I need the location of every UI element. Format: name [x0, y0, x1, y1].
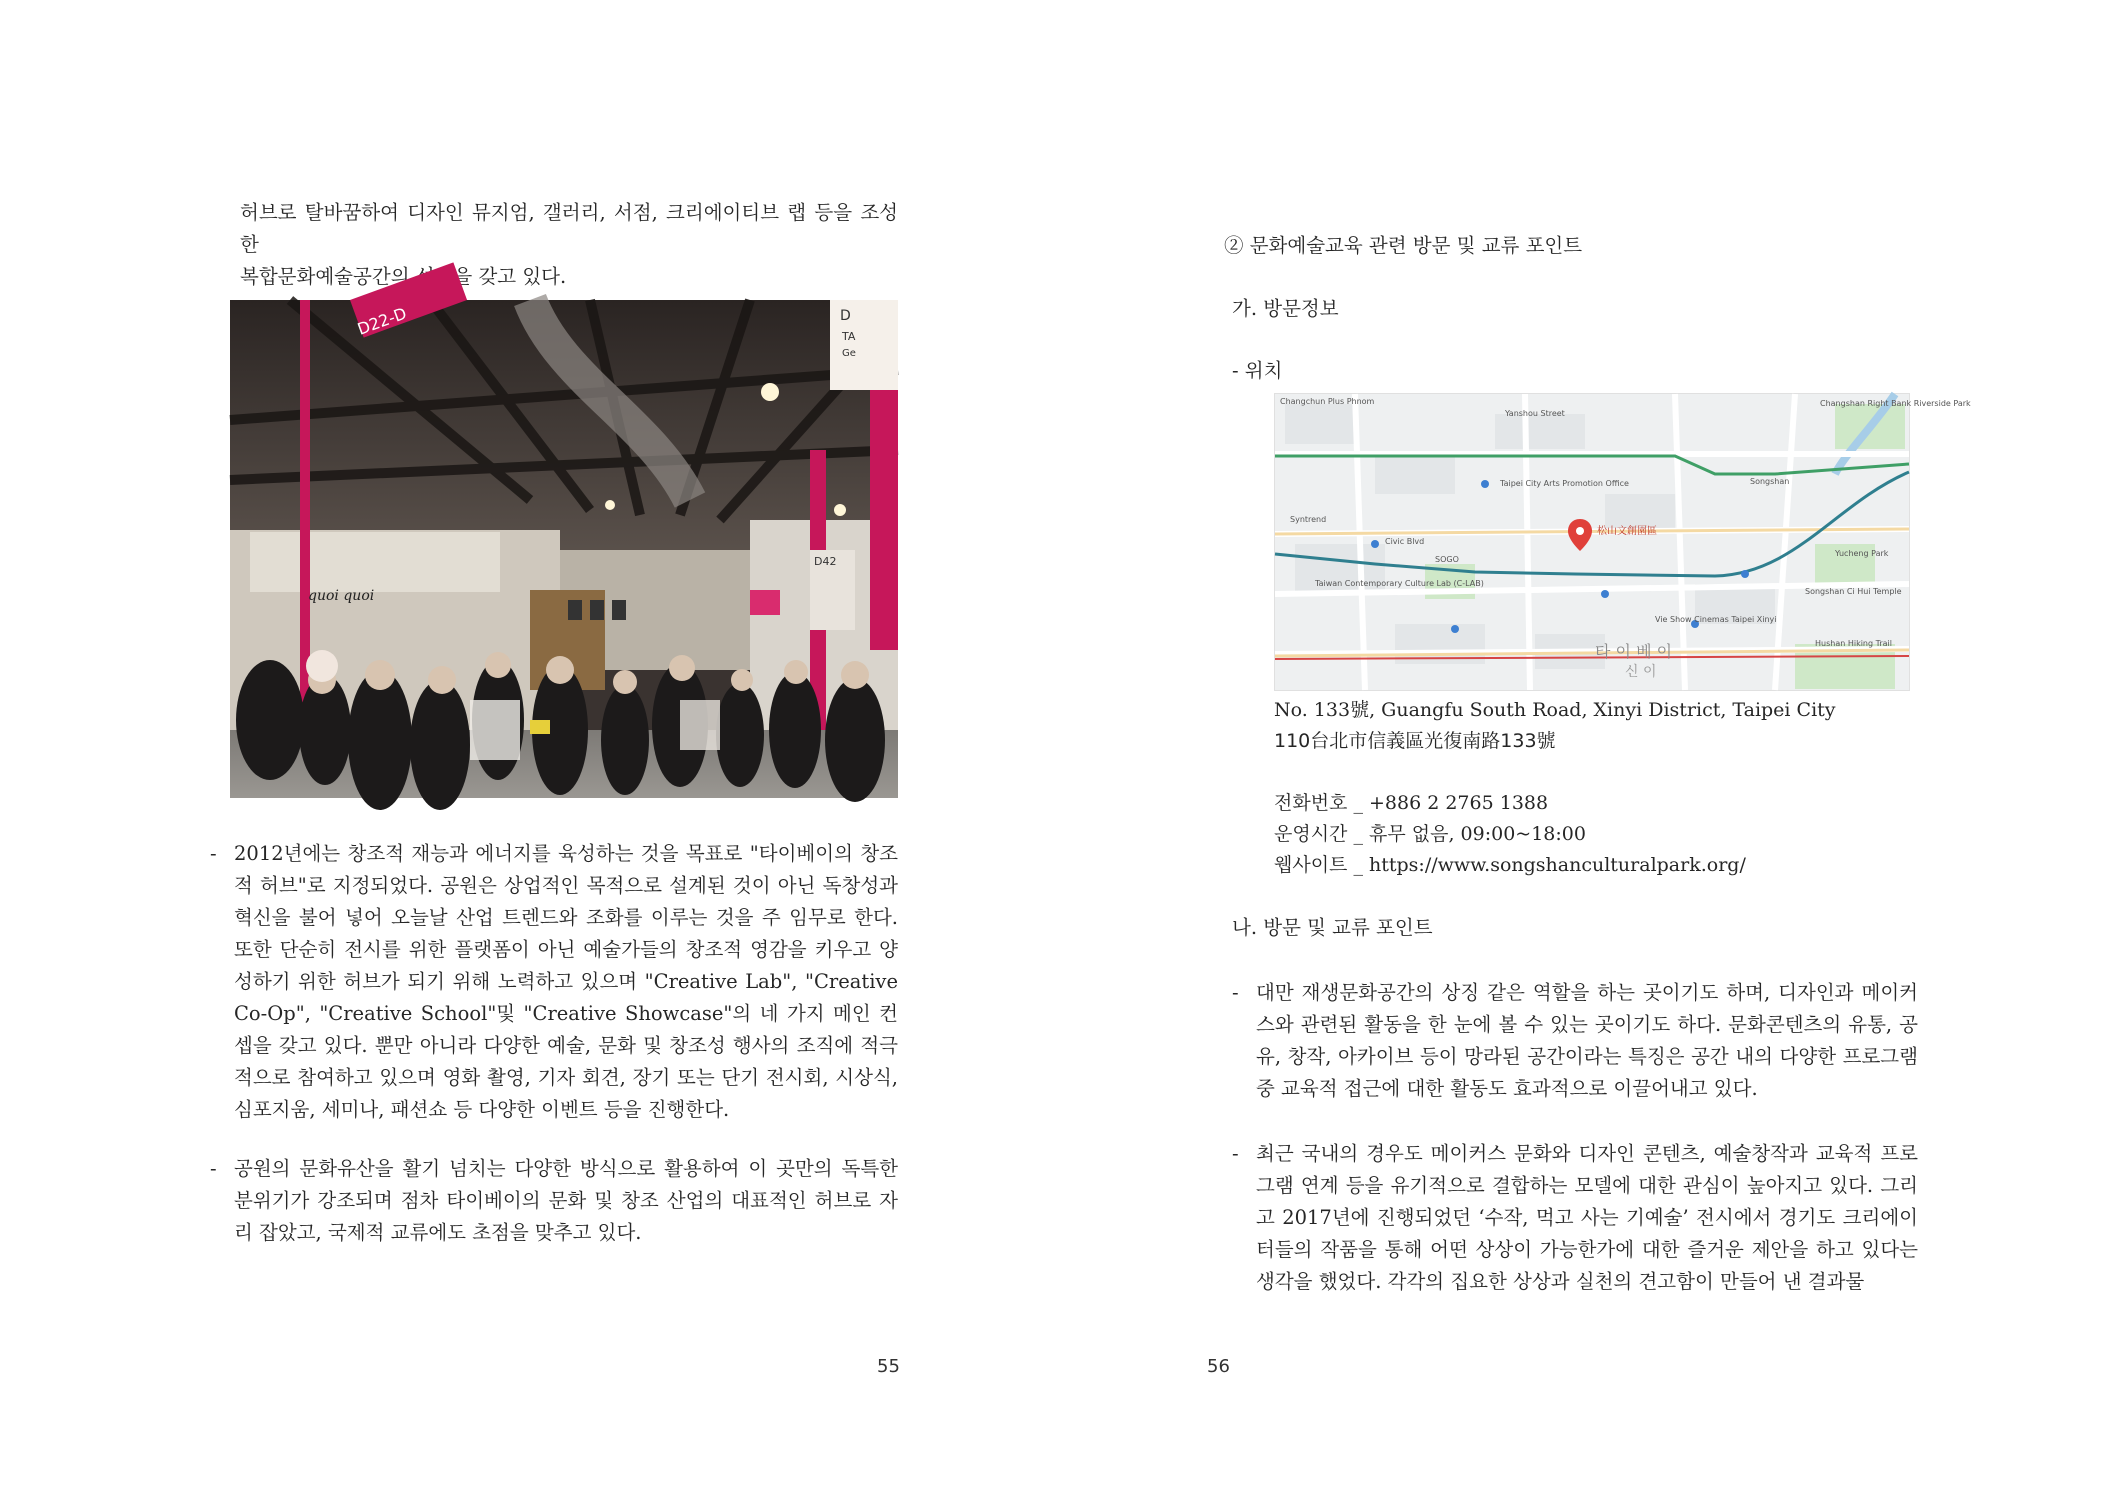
- map-label-taipei: 타 이 베 이: [1595, 642, 1673, 661]
- right-bullet-1: [1232, 977, 1918, 1105]
- address-chinese: 110台北市信義區光復南路133號: [1274, 730, 1556, 752]
- sign-quoi-quoi: quoi quoi: [308, 588, 375, 604]
- left-page: [0, 0, 1052, 1488]
- bullet-dash: -: [1232, 981, 1239, 1004]
- intro-paragraph: [240, 197, 898, 293]
- exhibition-photo: [230, 300, 898, 798]
- bullet-dash: -: [210, 842, 217, 865]
- map-label-changchun: Changchun Plus Phnom: [1280, 397, 1375, 406]
- left-bullet-2: [210, 1153, 898, 1249]
- address-english: No. 133號, Guangfu South Road, Xinyi District, Taipei City: [1274, 699, 1836, 721]
- left-bullet-2-text: 공원의 문화유산을 활기 넘치는 다양한 방식으로 활용하여 이 곳만의 독특한 분위기가 강조되며 점차 타이베이의 문화 및 창조 산업의 대표적인 허브로 자리 잡았고, 국제적 교류에도 초점을 맞추고 있다.: [234, 1157, 898, 1244]
- location-map: [1274, 393, 1971, 691]
- subheading-visit-info: 가. 방문정보: [1232, 297, 1339, 320]
- location-label: - 위치: [1232, 359, 1283, 382]
- website-url: 웹사이트 _ https://www.songshanculturalpark.org/: [1274, 854, 1746, 876]
- page-number-left: 55: [877, 1356, 900, 1377]
- subheading-exchange-points: 나. 방문 및 교류 포인트: [1232, 916, 1433, 939]
- page-number-right: 56: [1207, 1356, 1230, 1377]
- intro-line-2: 복합문화예술공간의 성격을 갖고 있다.: [240, 265, 567, 288]
- sign-d: D: [840, 308, 851, 324]
- map-label-vieshow: Vie Show Cinemas Taipei Xinyi: [1655, 615, 1777, 624]
- phone-number: 전화번호 _ +886 2 2765 1388: [1274, 792, 1549, 814]
- opening-hours: 운영시간 _ 휴무 없음, 09:00~18:00: [1274, 823, 1586, 845]
- map-marker-label: 松山文創園區: [1597, 526, 1657, 537]
- sign-ge: Ge: [842, 348, 856, 359]
- map-label-syntrend: Syntrend: [1290, 515, 1327, 524]
- sign-d22: D22-D: [354, 303, 410, 339]
- right-bullet-1-text: 대만 재생문화공간의 상징 같은 역할을 하는 곳이기도 하며, 디자인과 메이커스와 관련된 활동을 한 눈에 볼 수 있는 곳이기도 하다. 문화콘텐츠의 유통, 공유, 창작, 아카이브 등이 망라된 공간이라는 특징은 공간 내의 다양한 프로그램 중 교육적 접근에 대한 활동도 효과적으로 이끌어내고 있다.: [1256, 981, 1918, 1100]
- map-label-sogo: SOGO: [1435, 555, 1459, 564]
- sign-ta: TA: [842, 330, 856, 343]
- bullet-dash: -: [210, 1157, 217, 1180]
- right-bullet-2-text: 최근 국내의 경우도 메이커스 문화와 디자인 콘텐츠, 예술창작과 교육적 프로그램 연계 등을 유기적으로 결합하는 모델에 대한 관심이 높아지고 있다. 그리고 2017년에 진행되었던 ‘수작, 먹고 사는 기예술’ 전시에서 경기도 크리에이터들의 작품을 통해 어떤 상상이 가능한가에 대한 즐거운 제안을 하고 있다는 생각을 했었다. 각각의 집요한 상상과 실천의 견고함이 만들어 낸 결과물: [1256, 1142, 1918, 1293]
- section-title: ② 문화예술교육 관련 방문 및 교류 포인트: [1224, 234, 1583, 257]
- left-bullet-1: [210, 838, 898, 1126]
- map-label-riverside-park: Changshan Right Bank Riverside Park: [1820, 399, 1971, 408]
- left-bullet-1-text: 2012년에는 창조적 재능과 에너지를 육성하는 것을 목표로 "타이베이의 창조적 허브"로 지정되었다. 공원은 상업적인 목적으로 설계된 것이 아닌 독창성과 혁신을 불어 넣어 오늘날 산업 트렌드와 조화를 이루는 것을 주 임무로 한다. 또한 단순히 전시를 위한 플랫폼이 아닌 예술가들의 창조적 영감을 키우고 양성하기 위한 허브가 되기 위해 노력하고 있으며 "Creative Lab", "Creative Co-Op", "Creative School"및 "Creative Showcase"의 네 가지 메인 컨셉을 갖고 있다. 뿐만 아니라 다양한 예술, 문화 및 창조성 행사의 조직에 적극적으로 참여하고 있으며 영화 촬영, 기자 회견, 장기 또는 단기 전시회, 시상식, 심포지움, 세미나, 패션쇼 등 다양한 이벤트 등을 진행한다.: [234, 842, 898, 1121]
- right-bullet-2: [1232, 1138, 1918, 1298]
- map-label-yucheng-park: Yucheng Park: [1835, 549, 1889, 558]
- map-label-cihui-temple: Songshan Ci Hui Temple: [1805, 587, 1902, 596]
- exhibition-photo-graphic: [230, 300, 898, 798]
- map-label-c-lab: Taiwan Contemporary Culture Lab (C-LAB): [1315, 579, 1484, 588]
- sign-d42: D42: [814, 555, 837, 568]
- map-label-hushan-trail: Hushan Hiking Trail: [1815, 639, 1892, 648]
- map-label-xinyi: 신 이: [1625, 664, 1657, 680]
- map-label-songshan: Songshan: [1750, 477, 1790, 486]
- bullet-dash: -: [1232, 1142, 1239, 1165]
- location-map-graphic: [1275, 394, 1971, 690]
- map-label-civic-blvd: Civic Blvd: [1385, 537, 1425, 546]
- map-label-arts-office: Taipei City Arts Promotion Office: [1500, 479, 1629, 488]
- intro-line-1: 허브로 탈바꿈하여 디자인 뮤지엄, 갤러리, 서점, 크리에이티브 랩 등을 조성한: [240, 201, 898, 256]
- map-label-yanshou: Yanshou Street: [1505, 409, 1565, 418]
